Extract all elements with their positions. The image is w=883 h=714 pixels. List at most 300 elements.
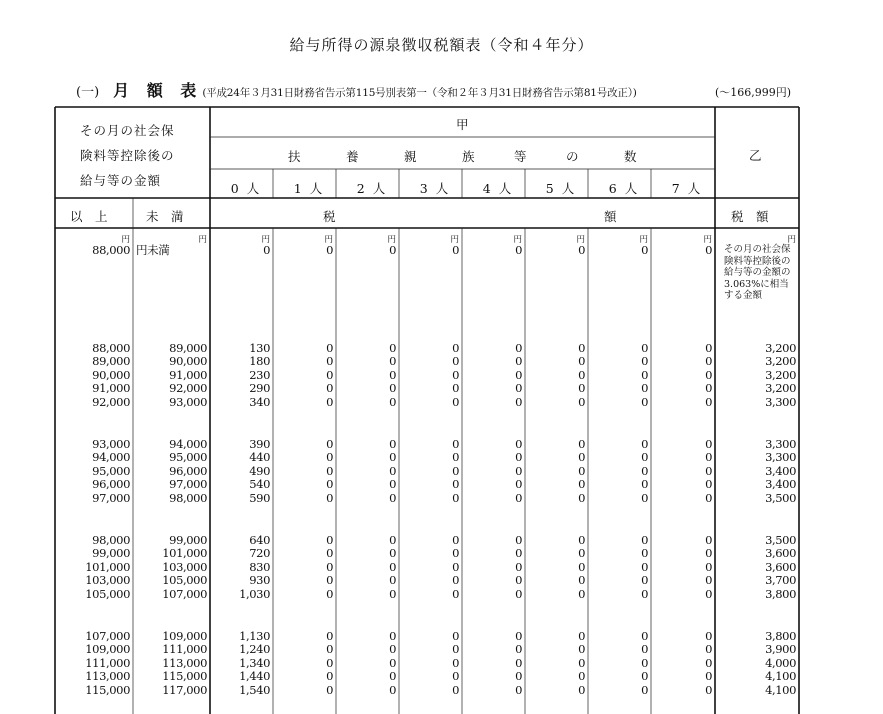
- income-from-group-3: [60, 534, 130, 601]
- table-cell: 109,000: [162, 629, 207, 643]
- table-cell: 0: [641, 559, 648, 574]
- table-cell: 0: [641, 341, 648, 355]
- table-cell: 0: [641, 463, 648, 478]
- table-cell: 107,000: [85, 629, 130, 643]
- table-cell: 0: [578, 642, 585, 657]
- income-to-group-4: [137, 630, 207, 697]
- table-cell: 97,000: [169, 477, 207, 492]
- table-cell: 0: [578, 546, 585, 561]
- table-cell: 0: [515, 655, 522, 670]
- table-cell: 0: [389, 437, 396, 451]
- table-subtitle: [76, 78, 637, 101]
- income-label-line-3: 給与等の金額: [80, 173, 162, 188]
- table-cell: 97,000: [92, 490, 130, 505]
- table-cell: 590: [249, 490, 270, 505]
- table-cell: 107,000: [162, 586, 207, 601]
- table-cell: 3,200: [765, 381, 796, 396]
- tax-5-dependents-group-2: [529, 438, 585, 505]
- table-cell: 105,000: [85, 586, 130, 601]
- table-cell: 3,800: [765, 629, 796, 643]
- table-cell: 0: [389, 341, 396, 355]
- table-cell: 113,000: [162, 655, 207, 670]
- tax-3-dependents-group-1: [403, 342, 459, 409]
- table-cell: 0: [705, 533, 712, 547]
- table-cell: 111,000: [162, 642, 207, 657]
- table-cell: 113,000: [85, 669, 130, 684]
- table-cell: 3,300: [765, 394, 796, 409]
- table-cell: 0: [326, 682, 333, 697]
- first-row-value: 0: [705, 243, 712, 257]
- tax-4-dependents-group-1: [466, 342, 522, 409]
- table-cell: 0: [515, 669, 522, 684]
- table-cell: 98,000: [92, 533, 130, 547]
- table-cell: 0: [389, 559, 396, 574]
- table-cell: 3,600: [765, 546, 796, 561]
- table-cell: 3,500: [765, 490, 796, 505]
- table-cell: 0: [326, 341, 333, 355]
- header-zei: 税: [323, 209, 336, 224]
- table-cell: 0: [326, 437, 333, 451]
- table-cell: 0: [705, 394, 712, 409]
- table-cell: 0: [326, 367, 333, 382]
- tax-2-dependents-group-2: [340, 438, 396, 505]
- table-cell: 0: [705, 655, 712, 670]
- table-cell: 0: [452, 559, 459, 574]
- table-cell: 0: [578, 450, 585, 465]
- first-row-value: 0: [515, 243, 522, 257]
- unit-yen: 円: [387, 235, 396, 245]
- table-cell: 0: [515, 450, 522, 465]
- table-cell: 0: [389, 354, 396, 369]
- first-row-miman-label: 円未満: [136, 243, 170, 257]
- table-cell: 0: [578, 669, 585, 684]
- table-cell: 0: [578, 463, 585, 478]
- table-cell: 3,400: [765, 477, 796, 492]
- count-0-header: 0 人: [230, 181, 260, 196]
- tax-1-dependents-group-3: [277, 534, 333, 601]
- table-cell: 0: [452, 629, 459, 643]
- table-cell: 0: [641, 437, 648, 451]
- table-cell: 0: [641, 669, 648, 684]
- income-label-line-1: その月の社会保: [80, 123, 175, 138]
- table-cell: 0: [705, 490, 712, 505]
- table-cell: 90,000: [169, 354, 207, 369]
- table-range: (～166,999円): [715, 86, 792, 99]
- tax-0-dependents-group-2: [214, 438, 270, 505]
- unit-yen: 円: [703, 235, 712, 245]
- table-cell: 1,340: [239, 655, 270, 670]
- table-cell: 98,000: [169, 490, 207, 505]
- table-cell: 0: [326, 533, 333, 547]
- table-cell: 0: [452, 367, 459, 382]
- table-cell: 0: [452, 394, 459, 409]
- table-cell: 101,000: [162, 546, 207, 561]
- first-row-value: 0: [389, 243, 396, 257]
- tax-1-dependents-group-1: [277, 342, 333, 409]
- table-cell: 0: [389, 394, 396, 409]
- table-cell: 130: [249, 341, 270, 355]
- table-cell: 3,300: [765, 450, 796, 465]
- header-kou: 甲: [456, 117, 469, 132]
- table-cell: 101,000: [85, 559, 130, 574]
- table-cell: 0: [515, 573, 522, 588]
- table-cell: 0: [705, 669, 712, 684]
- tax-1-dependents-group-4: [277, 630, 333, 697]
- header-gaku: 額: [604, 209, 617, 224]
- table-cell: 0: [641, 367, 648, 382]
- tax-2-dependents-group-1: [340, 342, 396, 409]
- table-cell: 0: [452, 546, 459, 561]
- table-cell: 3,200: [765, 354, 796, 369]
- table-cell: 0: [326, 546, 333, 561]
- table-cell: 0: [389, 533, 396, 547]
- table-cell: 0: [578, 586, 585, 601]
- table-cell: 0: [326, 655, 333, 670]
- table-cell: 111,000: [85, 655, 130, 670]
- table-cell: 0: [452, 490, 459, 505]
- table-cell: 0: [389, 573, 396, 588]
- table-cell: 1,440: [239, 669, 270, 684]
- table-cell: 340: [249, 394, 270, 409]
- unit-yen: 円: [576, 235, 585, 245]
- table-cell: 0: [389, 629, 396, 643]
- unit-yen: 円: [450, 235, 459, 245]
- table-cell: 440: [249, 450, 270, 465]
- table-cell: 0: [452, 437, 459, 451]
- table-cell: 3,900: [765, 642, 796, 657]
- table-cell: 0: [705, 437, 712, 451]
- tax-6-dependents-group-3: [592, 534, 648, 601]
- header-zeigaku: 税 額: [731, 209, 769, 224]
- table-cell: 0: [326, 642, 333, 657]
- count-3-header: 3 人: [419, 181, 449, 196]
- table-cell: 0: [578, 655, 585, 670]
- header-fuyo-7: 数: [624, 149, 637, 164]
- table-cell: 0: [705, 573, 712, 588]
- table-cell: 0: [515, 367, 522, 382]
- table-cell: 0: [326, 354, 333, 369]
- income-from-group-4: [60, 630, 130, 697]
- table-cell: 0: [515, 559, 522, 574]
- table-cell: 0: [705, 586, 712, 601]
- header-miman: 未 満: [146, 209, 184, 224]
- table-cell: 115,000: [162, 669, 207, 684]
- table-cell: 0: [452, 642, 459, 657]
- otsu-rate-note: その月の社会保険料等控除後の給与等の金額の3.063%に相当する金額: [724, 244, 791, 301]
- header-fuyo-6: の: [566, 149, 579, 164]
- table-cell: 0: [515, 477, 522, 492]
- table-cell: 0: [641, 546, 648, 561]
- table-cell: 0: [452, 341, 459, 355]
- tax-4-dependents-group-4: [466, 630, 522, 697]
- count-2-header: 2 人: [356, 181, 386, 196]
- unit-yen: 円: [324, 235, 333, 245]
- table-cell: 0: [389, 546, 396, 561]
- tax-3-dependents-group-4: [403, 630, 459, 697]
- table-cell: 0: [641, 450, 648, 465]
- table-cell: 0: [641, 394, 648, 409]
- table-cell: 0: [641, 573, 648, 588]
- table-cell: 99,000: [169, 533, 207, 547]
- table-cell: 0: [641, 533, 648, 547]
- first-row-value: 0: [641, 243, 648, 257]
- unit-yen: 円: [639, 235, 648, 245]
- table-cell: 0: [389, 586, 396, 601]
- table-cell: 0: [578, 394, 585, 409]
- tax-0-dependents-group-1: [214, 342, 270, 409]
- unit-yen: 円: [198, 235, 207, 245]
- count-5-header: 5 人: [545, 181, 575, 196]
- table-cell: 0: [326, 381, 333, 396]
- table-cell: 3,200: [765, 367, 796, 382]
- table-cell: 3,700: [765, 573, 796, 588]
- table-cell: 180: [249, 354, 270, 369]
- table-cell: 3,500: [765, 533, 796, 547]
- tax-6-dependents-group-1: [592, 342, 648, 409]
- table-cell: 91,000: [92, 381, 130, 396]
- unit-yen: 円: [261, 235, 270, 245]
- table-cell: 0: [389, 669, 396, 684]
- table-cell: 0: [515, 642, 522, 657]
- table-cell: 0: [705, 477, 712, 492]
- table-cell: 88,000: [92, 341, 130, 355]
- table-cell: 0: [515, 381, 522, 396]
- table-name: 月 額 表: [113, 81, 203, 100]
- table-cell: 540: [249, 477, 270, 492]
- table-cell: 0: [326, 394, 333, 409]
- table-cell: 0: [452, 586, 459, 601]
- table-cell: 4,000: [765, 655, 796, 670]
- tax-otsu-group-4: [720, 630, 796, 697]
- table-cell: 490: [249, 463, 270, 478]
- table-cell: 0: [389, 381, 396, 396]
- table-cell: 0: [326, 450, 333, 465]
- table-cell: 0: [578, 490, 585, 505]
- table-cell: 3,200: [765, 341, 796, 355]
- table-cell: 0: [578, 629, 585, 643]
- table-cell: 92,000: [169, 381, 207, 396]
- tax-6-dependents-group-4: [592, 630, 648, 697]
- income-from-group-1: [60, 342, 130, 409]
- tax-4-dependents-group-2: [466, 438, 522, 505]
- table-cell: 0: [515, 354, 522, 369]
- table-cell: 0: [578, 381, 585, 396]
- table-cell: 0: [389, 490, 396, 505]
- table-cell: 0: [578, 367, 585, 382]
- table-cell: 91,000: [169, 367, 207, 382]
- table-cell: 0: [389, 367, 396, 382]
- tax-7-dependents-group-1: [655, 342, 712, 409]
- table-cell: 0: [326, 669, 333, 684]
- table-cell: 0: [641, 381, 648, 396]
- tax-5-dependents-group-3: [529, 534, 585, 601]
- unit-yen: 円: [121, 235, 130, 245]
- table-cell: 115,000: [85, 682, 130, 697]
- table-cell: 0: [578, 341, 585, 355]
- table-cell: 0: [452, 682, 459, 697]
- table-cell: 93,000: [169, 394, 207, 409]
- table-cell: 0: [452, 477, 459, 492]
- table-cell: 230: [249, 367, 270, 382]
- table-cell: 930: [249, 573, 270, 588]
- table-cell: 96,000: [169, 463, 207, 478]
- table-cell: 0: [578, 437, 585, 451]
- table-cell: 94,000: [92, 450, 130, 465]
- table-cell: 1,130: [239, 629, 270, 643]
- table-cell: 99,000: [92, 546, 130, 561]
- table-cell: 0: [389, 477, 396, 492]
- count-1-header: 1 人: [293, 181, 323, 196]
- table-cell: 0: [578, 559, 585, 574]
- table-cell: 0: [515, 437, 522, 451]
- table-cell: 3,600: [765, 559, 796, 574]
- header-fuyo-2: 養: [346, 149, 359, 164]
- table-cell: 109,000: [85, 642, 130, 657]
- section-number: (一): [76, 85, 100, 100]
- table-cell: 0: [389, 655, 396, 670]
- table-cell: 0: [515, 586, 522, 601]
- tax-5-dependents-group-4: [529, 630, 585, 697]
- table-cell: 0: [641, 354, 648, 369]
- table-cell: 0: [452, 463, 459, 478]
- tax-7-dependents-group-2: [655, 438, 712, 505]
- table-cell: 0: [578, 354, 585, 369]
- first-row-value: 0: [326, 243, 333, 257]
- table-cell: 0: [641, 477, 648, 492]
- table-cell: 3,400: [765, 463, 796, 478]
- table-cell: 0: [452, 450, 459, 465]
- table-cell: 390: [249, 437, 270, 451]
- table-cell: 0: [641, 642, 648, 657]
- tax-7-dependents-group-4: [655, 630, 712, 697]
- table-cell: 0: [326, 490, 333, 505]
- table-cell: 640: [249, 533, 270, 547]
- tax-3-dependents-group-3: [403, 534, 459, 601]
- legal-reference: (平成24年３月31日財務省告示第115号別表第一（令和２年３月31日財務省告示第81号改正）): [202, 87, 637, 99]
- table-cell: 290: [249, 381, 270, 396]
- table-cell: 0: [705, 642, 712, 657]
- unit-yen: 円: [513, 235, 522, 245]
- header-ijou: 以 上: [70, 209, 108, 224]
- income-from-group-2: [60, 438, 130, 505]
- table-cell: 0: [705, 354, 712, 369]
- table-cell: 89,000: [169, 341, 207, 355]
- table-cell: 96,000: [92, 477, 130, 492]
- table-cell: 0: [326, 586, 333, 601]
- table-cell: 0: [389, 463, 396, 478]
- table-cell: 0: [515, 546, 522, 561]
- table-cell: 0: [705, 341, 712, 355]
- table-cell: 0: [515, 490, 522, 505]
- table-cell: 0: [578, 573, 585, 588]
- table-cell: 0: [578, 477, 585, 492]
- table-cell: 4,100: [765, 669, 796, 684]
- table-cell: 0: [326, 559, 333, 574]
- table-cell: 93,000: [92, 437, 130, 451]
- table-cell: 0: [326, 629, 333, 643]
- tax-5-dependents-group-1: [529, 342, 585, 409]
- table-cell: 0: [705, 381, 712, 396]
- table-cell: 0: [705, 450, 712, 465]
- table-cell: 89,000: [92, 354, 130, 369]
- table-cell: 95,000: [169, 450, 207, 465]
- first-row-value: 0: [263, 243, 270, 257]
- table-cell: 0: [452, 354, 459, 369]
- table-cell: 0: [452, 381, 459, 396]
- table-cell: 0: [705, 682, 712, 697]
- table-cell: 0: [515, 463, 522, 478]
- tax-4-dependents-group-3: [466, 534, 522, 601]
- table-cell: 0: [452, 655, 459, 670]
- count-4-header: 4 人: [482, 181, 512, 196]
- table-cell: 0: [452, 573, 459, 588]
- unit-yen: 円: [787, 235, 796, 245]
- first-row-from: 88,000: [92, 243, 130, 257]
- table-cell: 0: [389, 642, 396, 657]
- table-cell: 0: [705, 463, 712, 478]
- table-cell: 0: [326, 463, 333, 478]
- tax-otsu-group-3: [720, 534, 796, 601]
- table-cell: 90,000: [92, 367, 130, 382]
- tax-2-dependents-group-4: [340, 630, 396, 697]
- table-cell: 0: [515, 682, 522, 697]
- table-cell: 0: [515, 341, 522, 355]
- header-fuyo-5: 等: [514, 149, 527, 164]
- table-cell: 0: [705, 629, 712, 643]
- table-cell: 0: [705, 546, 712, 561]
- table-cell: 1,540: [239, 682, 270, 697]
- header-fuyo-4: 族: [462, 149, 475, 164]
- header-fuyo-3: 親: [404, 149, 417, 164]
- header-otsu: 乙: [749, 148, 762, 163]
- first-row-value: 0: [578, 243, 585, 257]
- tax-otsu-group-2: [720, 438, 796, 505]
- table-cell: 117,000: [162, 682, 207, 697]
- tax-3-dependents-group-2: [403, 438, 459, 505]
- table-cell: 0: [578, 682, 585, 697]
- table-cell: 0: [578, 533, 585, 547]
- first-row-value: 0: [452, 243, 459, 257]
- tax-6-dependents-group-2: [592, 438, 648, 505]
- tax-otsu-group-1: [720, 342, 796, 409]
- table-cell: 0: [515, 394, 522, 409]
- table-cell: 0: [326, 573, 333, 588]
- count-6-header: 6 人: [608, 181, 638, 196]
- table-cell: 0: [641, 682, 648, 697]
- table-cell: 0: [515, 629, 522, 643]
- table-cell: 1,030: [239, 586, 270, 601]
- table-cell: 0: [705, 559, 712, 574]
- income-to-group-3: [137, 534, 207, 601]
- tax-7-dependents-group-3: [655, 534, 712, 601]
- table-cell: 3,800: [765, 586, 796, 601]
- table-cell: 0: [389, 450, 396, 465]
- table-cell: 94,000: [169, 437, 207, 451]
- table-cell: 0: [452, 533, 459, 547]
- table-cell: 4,100: [765, 682, 796, 697]
- tax-0-dependents-group-3: [214, 534, 270, 601]
- table-cell: 0: [641, 629, 648, 643]
- table-cell: 0: [641, 490, 648, 505]
- table-cell: 3,300: [765, 437, 796, 451]
- table-cell: 720: [249, 546, 270, 561]
- income-to-group-1: [137, 342, 207, 409]
- income-to-group-2: [137, 438, 207, 505]
- table-cell: 0: [641, 586, 648, 601]
- table-cell: 0: [452, 669, 459, 684]
- table-cell: 0: [515, 533, 522, 547]
- table-cell: 0: [705, 367, 712, 382]
